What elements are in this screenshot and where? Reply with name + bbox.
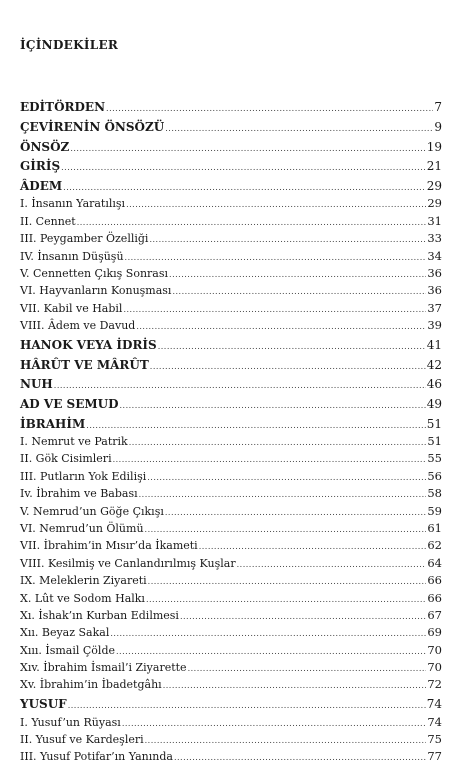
toc-entry-page-number: 70	[427, 642, 442, 657]
dot-leader	[163, 677, 427, 694]
toc-entry-label: VII. İbrahim’in Mısır’da İkameti	[20, 539, 198, 553]
toc-section-entry	[20, 265, 442, 282]
toc-section-entry	[20, 642, 442, 659]
dot-leader	[139, 486, 427, 503]
toc-entry-label: EDİTÖRDEN	[20, 100, 106, 115]
toc-chapter-entry	[20, 178, 442, 195]
toc-entry-page-number: 29	[426, 179, 442, 194]
dot-leader	[237, 556, 427, 573]
dot-leader	[147, 469, 426, 486]
toc-entry-page-number: 56	[427, 468, 442, 483]
toc-entry-label: YUSUF	[20, 697, 67, 712]
toc-entry-label: V. Nemrud’un Göğe Çıkışı	[20, 504, 164, 518]
toc-entry-page-number: 74	[427, 714, 442, 729]
toc-entry-page-number: 58	[427, 486, 442, 501]
toc-chapter-entry	[20, 158, 442, 175]
toc-entry-page-number: 21	[426, 159, 442, 174]
toc-chapter-entry	[20, 139, 442, 156]
toc-entry-page-number: 75	[427, 731, 442, 746]
toc-entry-page-number: 31	[427, 213, 442, 228]
toc-section-entry	[20, 624, 442, 641]
toc-entry-label: I. Yusuf’un Rüyası	[20, 715, 121, 729]
dot-leader	[146, 591, 426, 608]
page-title: İÇİNDEKİLER	[20, 38, 119, 52]
toc-entry-page-number: 7	[434, 100, 442, 115]
toc-entry-label: ÂDEM	[20, 179, 63, 194]
dot-leader	[125, 249, 427, 266]
toc-entry-page-number: 67	[427, 607, 442, 622]
toc-entry-label: III. Putların Yok Edilişi	[20, 469, 147, 483]
toc-entry-page-number: 55	[427, 451, 442, 466]
toc-chapter-entry	[20, 376, 442, 393]
dot-leader	[188, 660, 427, 677]
toc-entry-label: HANOK VEYA İDRİS	[20, 337, 157, 352]
toc-entry-label: VIII. Kesilmiş ve Canlandırılmış Kuşlar	[20, 556, 236, 570]
dot-leader	[77, 214, 427, 231]
toc-entry-label: Xıı. Beyaz Sakal	[20, 626, 110, 640]
toc-entry-label: Xv. İbrahim’in İbadetgâhı	[20, 678, 162, 692]
toc-section-entry	[20, 590, 442, 607]
toc-entry-page-number: 69	[427, 625, 442, 640]
dot-leader	[54, 377, 426, 394]
toc-chapter-entry	[20, 357, 442, 374]
toc-section-entry	[20, 714, 442, 731]
toc-entry-label: HÂRÛT VE MÂRÛT	[20, 357, 149, 372]
toc-section-entry	[20, 282, 442, 299]
dot-leader	[136, 318, 426, 335]
toc-entry-label: II. Gök Cisimleri	[20, 452, 112, 466]
dot-leader	[169, 266, 426, 283]
toc-section-entry	[20, 433, 442, 450]
toc-entry-label: Xı. İshak’ın Kurban Edilmesi	[20, 608, 179, 622]
toc-chapter-entry	[20, 416, 442, 433]
toc-entry-label: ÖNSÖZ	[20, 139, 70, 154]
dot-leader	[129, 434, 427, 451]
toc-section-entry	[20, 248, 442, 265]
toc-entry-page-number: 39	[427, 318, 442, 333]
toc-chapter-entry	[20, 696, 442, 713]
toc-entry-page-number: 59	[427, 503, 442, 518]
toc-section-entry	[20, 195, 442, 212]
dot-leader	[120, 397, 426, 414]
toc-entry-label: IV. İnsanın Düşüşü	[20, 249, 124, 263]
toc-entry-page-number: 37	[427, 300, 442, 315]
table-of-contents	[20, 97, 442, 766]
toc-entry-page-number: 72	[427, 677, 442, 692]
dot-leader	[122, 715, 427, 732]
toc-entry-label: NUH	[20, 377, 53, 392]
toc-entry-page-number: 62	[427, 538, 442, 553]
dot-leader	[113, 451, 427, 468]
toc-entry-label: VI. Hayvanların Konuşması	[20, 284, 172, 298]
toc-entry-page-number: 33	[427, 231, 442, 246]
dot-leader	[116, 643, 426, 660]
dot-leader	[61, 159, 426, 176]
toc-entry-page-number: 19	[426, 139, 442, 154]
dot-leader	[165, 504, 426, 521]
toc-entry-label: Xıv. İbrahim İsmail’i Ziyarette	[20, 661, 187, 675]
dot-leader	[68, 697, 426, 714]
toc-entry-page-number: 66	[427, 590, 442, 605]
toc-section-entry	[20, 300, 442, 317]
dot-leader	[150, 358, 426, 375]
toc-entry-label: İBRAHİM	[20, 416, 86, 431]
dot-leader	[172, 283, 426, 300]
toc-section-entry	[20, 748, 442, 765]
dot-leader	[110, 625, 426, 642]
toc-entry-label: VII. Kabil ve Habil	[20, 301, 123, 315]
toc-entry-page-number: 29	[427, 196, 442, 211]
dot-leader	[199, 538, 427, 555]
toc-entry-page-number: 9	[434, 119, 442, 134]
dot-leader	[63, 179, 426, 196]
toc-entry-page-number: 70	[427, 660, 442, 675]
toc-entry-label: ÇEVİRENİN ÖNSÖZÜ	[20, 119, 165, 134]
toc-section-entry	[20, 676, 442, 693]
toc-entry-page-number: 66	[427, 573, 442, 588]
dot-leader	[86, 417, 425, 434]
dot-leader	[149, 231, 426, 248]
toc-section-entry	[20, 450, 442, 467]
toc-entry-page-number: 46	[426, 377, 442, 392]
toc-section-entry	[20, 468, 442, 485]
dot-leader	[165, 120, 433, 137]
toc-entry-label: III. Yusuf Potifar’ın Yanında	[20, 750, 173, 764]
toc-entry-page-number: 42	[426, 357, 442, 372]
toc-entry-label: VIII. Âdem ve Davud	[20, 319, 136, 333]
dot-leader	[148, 573, 427, 590]
toc-section-entry	[20, 485, 442, 502]
dot-leader	[180, 608, 426, 625]
toc-entry-page-number: 41	[426, 337, 442, 352]
toc-entry-page-number: 74	[426, 697, 442, 712]
toc-chapter-entry	[20, 119, 442, 136]
toc-section-entry	[20, 317, 442, 334]
toc-entry-page-number: 51	[426, 416, 442, 431]
toc-entry-page-number: 51	[427, 434, 442, 448]
dot-leader	[70, 140, 425, 157]
toc-entry-label: AD VE SEMUD	[20, 396, 119, 411]
toc-section-entry	[20, 503, 442, 520]
toc-entry-label: V. Cennetten Çıkış Sonrası	[20, 267, 169, 280]
dot-leader	[145, 732, 427, 749]
toc-entry-page-number: 36	[427, 266, 442, 280]
toc-entry-label: IX. Meleklerin Ziyareti	[20, 574, 147, 588]
toc-section-entry	[20, 520, 442, 537]
toc-entry-label: III. Peygamber Özelliği	[20, 232, 149, 246]
toc-entry-label: VI. Nemrud’un Ölümü	[20, 521, 144, 535]
toc-entry-label: Iv. İbrahim ve Babası	[20, 487, 138, 501]
toc-section-entry	[20, 572, 442, 589]
toc-entry-page-number: 34	[427, 248, 442, 263]
toc-section-entry	[20, 607, 442, 624]
dot-leader	[145, 521, 427, 538]
toc-section-entry	[20, 537, 442, 554]
toc-section-entry	[20, 731, 442, 748]
toc-entry-page-number: 61	[427, 520, 442, 535]
toc-section-entry	[20, 555, 442, 572]
toc-entry-label: II. Yusuf ve Kardeşleri	[20, 732, 144, 746]
toc-entry-label: I. İnsanın Yaratılışı	[20, 197, 126, 211]
dot-leader	[126, 196, 426, 213]
toc-entry-label: Xııı. İsmail Çölde	[20, 643, 115, 657]
toc-section-entry	[20, 230, 442, 247]
dot-leader	[158, 338, 426, 355]
toc-chapter-entry	[20, 99, 442, 116]
toc-section-entry	[20, 659, 442, 676]
toc-entry-label: I. Nemrut ve Patrik	[20, 435, 128, 448]
toc-section-entry	[20, 213, 442, 230]
dot-leader	[174, 749, 426, 766]
toc-entry-label: GİRİŞ	[20, 159, 61, 174]
toc-entry-page-number: 77	[427, 749, 442, 764]
toc-chapter-entry	[20, 337, 442, 354]
toc-chapter-entry	[20, 396, 442, 413]
toc-entry-page-number: 36	[427, 283, 442, 298]
dot-leader	[123, 301, 426, 318]
toc-entry-page-number: 64	[427, 555, 442, 570]
toc-entry-page-number: 49	[426, 396, 442, 411]
toc-entry-label: II. Cennet	[20, 214, 76, 228]
toc-entry-label: X. Lût ve Sodom Halkı	[20, 591, 145, 605]
dot-leader	[106, 100, 433, 117]
